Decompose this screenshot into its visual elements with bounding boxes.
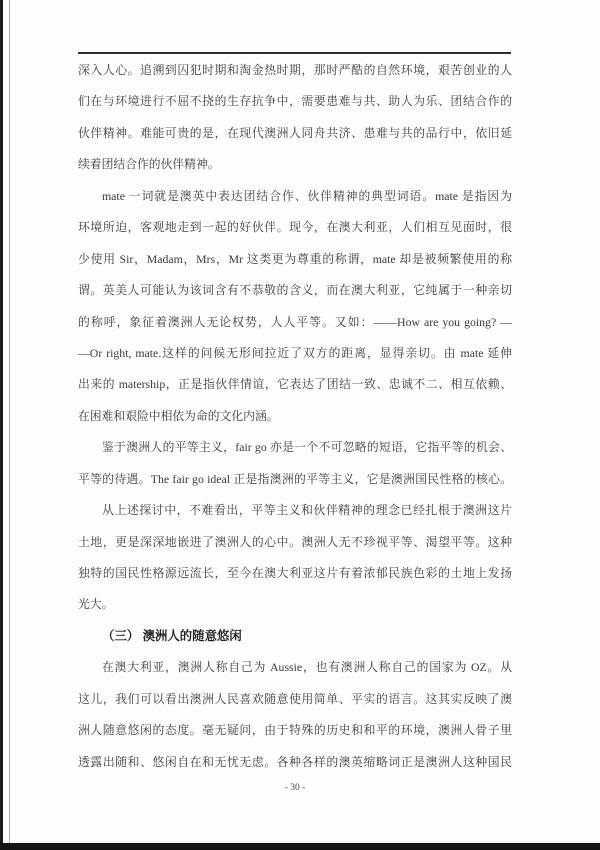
text-line: mate 一词就是澳英中表达团结合作、伙伴精神的典型词语。mate 是指因为 (102, 188, 512, 203)
text-line: 鉴于澳洲人的平等主义，fair go 亦是一个不可忽略的短语，它指平等的机会、 (102, 440, 512, 455)
text-line: 光大。 (78, 597, 114, 612)
text-line: 的称呼，象征着澳洲人无论权势，人人平等。又如：——How are you going? — (78, 314, 512, 329)
text-line: 在困难和艰险中相依为命的文化内涵。 (78, 408, 279, 423)
text-line: 洲人随意悠闲的态度。毫无疑问，由于特殊的历史和和平的环境，澳洲人骨子里 (78, 723, 512, 738)
text-line: 从上述探讨中，不难看出，平等主义和伙伴精神的理念已经扎根于澳洲这片 (102, 503, 512, 518)
text-line: 透露出随和、悠闲自在和无忧无虑。各种各样的澳英缩略词正是澳洲人这种国民 (78, 754, 512, 769)
text-line: 独特的国民性格源远流长，至今在澳大利亚这片有着浓郁民族色彩的土地上发扬 (78, 566, 512, 580)
text-line: 环境所迫，客观地走到一起的好伙伴。现今，在澳大利亚，人们相互见面时，很 (78, 220, 512, 235)
text-line: 平等的待遇。The fair go ideal 正是指澳洲的平等主义，它是澳洲国民性格的核心。 (78, 471, 512, 486)
text-line: 少使用 Sir，Madam，Mrs，Mr 这类更为尊重的称谓，mate 却是被频繁使用的称 (78, 251, 512, 266)
text-line: 土地，更是深深地嵌进了澳洲人的心中。澳洲人无不珍视平等、渴望平等。这种 (78, 534, 512, 549)
text-line: 续着团结合作的伙伴精神。 (78, 157, 220, 172)
page-edge-line (9, 0, 10, 843)
text-line: 谓。英美人可能认为该词含有不恭敬的含义，而在澳大利亚，它纯属于一种亲切 (78, 283, 512, 298)
document-body (78, 55, 512, 778)
page-left-border (0, 0, 3, 850)
header-rule (78, 52, 511, 54)
text-line: 们在与环境进行不屈不挠的生存抗争中，需要患难与共、助人为乐、团结合作的 (78, 94, 512, 109)
text-line: 在澳大利亚，澳洲人称自己为 Aussie，也有澳洲人称自己的国家为 OZ。从 (102, 660, 512, 675)
text-line: 这儿，我们可以看出澳洲人民喜欢随意使用简单、平实的语言。这其实反映了澳 (78, 691, 512, 706)
text-line: 深入人心。追溯到囚犯时期和淘金热时期，那时严酷的自然环境，艰苦创业的人 (78, 63, 512, 77)
text-line: 伙伴精神。难能可贵的是，在现代澳洲人同舟共济、患难与共的品行中，依旧延 (78, 125, 512, 140)
text-line: —Or right, mate.这样的问候无形间拉近了双方的距离，显得亲切。由 mate 延伸 (78, 345, 512, 360)
section-heading: （三） 澳洲人的随意悠闲 (102, 628, 242, 643)
page-bottom-border (0, 843, 600, 850)
page-number: - 30 - (284, 783, 306, 793)
text-line: 出来的 matership，正是指伙伴情谊，它表达了团结一致、忠诚不二、相互依赖、 (78, 377, 512, 392)
